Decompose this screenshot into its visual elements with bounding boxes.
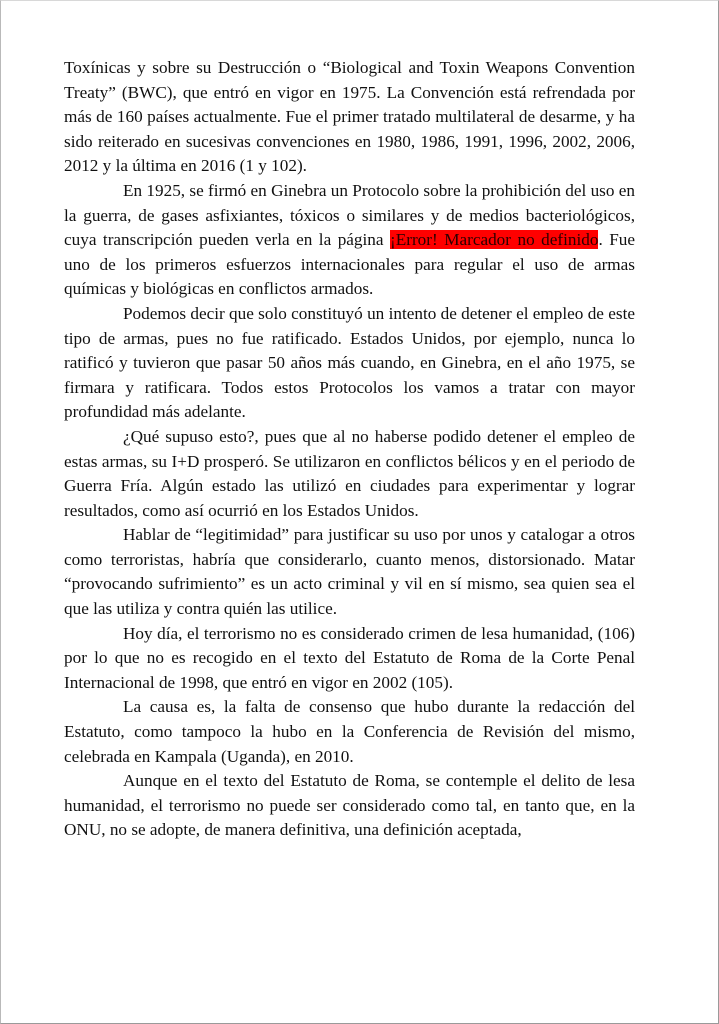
body-text — [64, 56, 635, 843]
paragraph-2-text-before: En 1925, se firmó en Ginebra un Protocolo sobre la prohibición del uso en la guerra, de gases asfixiantes, tóxicos o similares y de medios bacteriológicos, cuya transcripción pueden verla en la página — [64, 180, 635, 250]
paragraph-7: La causa es, la falta de consenso que hubo durante la redacción del Estatuto, como tampoco la hubo en la Conferencia de Revisión del mismo, celebrada en Kampala (Uganda), en 2010. — [64, 697, 635, 766]
paragraph-8: Aunque en el texto del Estatuto de Roma, se contemple el delito de lesa humanidad, el terrorismo no puede ser considerado como tal, en tanto que, en la ONU, no se adopte, de manera definitiva, una definición aceptada, — [64, 771, 635, 840]
paragraph-4: ¿Qué supuso esto?, pues que al no haberse podido detener el empleo de estas armas, su I+D prosperó. Se utilizaron en conflictos bélicos y en el periodo de Guerra Fría. Algún estado las utilizó en ciudades para experimentar y lograr resultados, como así ocurrió en los Estados Unidos. — [64, 426, 635, 520]
paragraph-5: Hablar de “legitimidad” para justificar su uso por unos y catalogar a otros como terroristas, habría que considerarlo, cuanto menos, distorsionado. Matar “provocando sufrimiento” es un acto criminal y vil en sí mismo, sea quien sea el que las utiliza y contra quién las utilice. — [64, 525, 635, 619]
paragraph-6: Hoy día, el terrorismo no es considerado crimen de lesa humanidad, (106) por lo que no es recogido en el texto del Estatuto de Roma de la Corte Penal Internacional de 1998, que entró en vigor en 2002 (105). — [64, 623, 635, 692]
paragraph-2-text-after: . Fue uno de los primeros esfuerzos internacionales para regular el uso de armas químicas y biológicas en conflictos armados. — [64, 230, 636, 299]
bookmark-error-marker: ¡Error! Marcador no definido — [390, 230, 599, 250]
paragraph-3: Podemos decir que solo constituyó un intento de detener el empleo de este tipo de armas, pues no fue ratificado. Estados Unidos, por ejemplo, nunca lo ratificó y tuvieron que pasar 50 años más cuando, en Ginebra, en el año 1975, se firmara y ratificara. Todos estos Protocolos los vamos a tratar con mayor profundidad más adelante. — [64, 303, 635, 422]
paragraph-1: Toxínicas y sobre su Destrucción o “Biological and Toxin Weapons Convention Treaty” (BWC), que entró en vigor en 1975. La Convención está refrendada por más de 160 países actualmente. Fue el primer tratado multilateral de desarme, y ha sido reiterado en sucesivas convenciones en 1980, 1986, 1991, 1996, 2002, 2006, 2012 y la última en 2016 (1 y 102). — [64, 58, 635, 176]
paragraph-2 — [64, 179, 635, 302]
